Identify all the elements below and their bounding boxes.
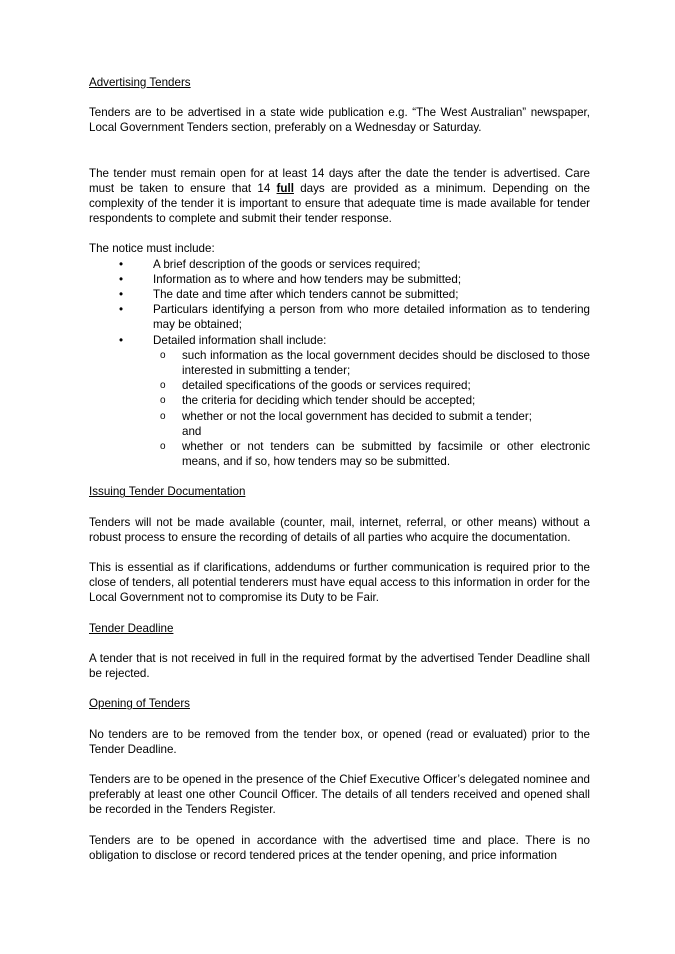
bullet-icon: • — [119, 303, 124, 317]
notice-intro: The notice must include: — [89, 242, 215, 256]
bullet-text: A brief description of the goods or services required; — [153, 257, 421, 271]
list-item — [89, 333, 590, 470]
sub-list-item — [153, 409, 590, 439]
paragraph-2-part-a: The tender must remain open for at least 14 days after the date the tender is advertised. Care must be taken to ensure that 14 — [89, 166, 590, 195]
sub-bullet-text: detailed specifications of the goods or services required; — [182, 379, 471, 393]
sub-list-item — [153, 439, 590, 469]
bullet-icon: • — [119, 288, 124, 302]
bullet-icon: • — [119, 257, 124, 271]
issuing-documentation-heading: Issuing Tender Documentation — [89, 485, 246, 499]
advertising-tenders-heading: Advertising Tenders — [89, 76, 191, 89]
sub-bullet-text: the criteria for deciding which tender should be accepted; — [182, 394, 476, 408]
bullet-icon: • — [119, 272, 124, 286]
sub-list-item — [153, 348, 590, 378]
full-emphasis: full — [276, 181, 294, 195]
bullet-text: Particulars identifying a person from who more detailed information as to tendering may be obtained; — [153, 303, 590, 332]
sub-bullet-continuation: and — [182, 424, 202, 438]
opening-tenders-heading: Opening of Tenders — [89, 697, 190, 711]
deadline-paragraph-1: A tender that is not received in full in the required format by the advertised Tender Deadline shall be rejected. — [89, 651, 590, 681]
sub-list-item — [153, 378, 590, 393]
opening-paragraph-1: No tenders are to be removed from the tender box, or opened (read or evaluated) prior to the Tender Deadline. — [89, 727, 590, 756]
list-item — [89, 272, 590, 287]
sub-bullet-text: whether or not tenders can be submitted by facsimile or other electronic means, and if so, how tenders may so be submitted. — [182, 440, 590, 469]
list-item — [89, 287, 590, 302]
bullet-text: Information as to where and how tenders may be submitted; — [153, 272, 462, 286]
opening-paragraph-3: Tenders are to be opened in accordance with the advertised time and place. There is no obligation to disclose or record tendered prices at the tender opening, and price information — [89, 833, 590, 862]
issuing-paragraph-1: Tenders will not be made available (counter, mail, internet, referral, or other means) without a robust process to ensure the recording of details of all parties who acquire the documentation. — [89, 515, 590, 544]
document-page — [89, 75, 590, 863]
bullet-icon: • — [119, 333, 124, 347]
paragraph-2-part-b: days are provided as a minimum. Depending on the complexity of the tender it is important to ensure that adequate time is made available for tender respondents to complete and submit their tender response. — [89, 181, 591, 226]
advertising-paragraph-2 — [89, 166, 590, 227]
circle-bullet-icon: o — [160, 441, 166, 453]
circle-bullet-icon: o — [160, 380, 166, 392]
advertising-paragraph-1: Tenders are to be advertised in a state wide publication e.g. “The West Australian” newspaper, Local Government Tenders section, preferably on a Wednesday or Saturday. — [89, 106, 590, 135]
list-item — [89, 302, 590, 332]
notice-bullet-list — [89, 257, 590, 470]
issuing-paragraph-2: This is essential as if clarifications, addendums or further communication is required prior to the close of tenders, all potential tenderers must have equal access to this information in order for the Local Government not to compromise its Duty to be Fair. — [89, 561, 590, 605]
sub-bullet-text: whether or not the local government has decided to submit a tender; — [182, 409, 532, 423]
circle-bullet-icon: o — [160, 395, 166, 407]
circle-bullet-icon: o — [160, 349, 166, 361]
opening-paragraph-2: Tenders are to be opened in the presence of the Chief Executive Officer’s delegated nominee and preferably at least one other Council Officer. The details of all tenders received and opened shall be recorded in the Tenders Register. — [89, 772, 590, 817]
list-item — [89, 257, 590, 272]
bullet-text: The date and time after which tenders cannot be submitted; — [153, 288, 459, 302]
tender-deadline-heading: Tender Deadline — [89, 621, 174, 635]
circle-bullet-icon: o — [160, 410, 166, 422]
bullet-text: Detailed information shall include: — [153, 333, 327, 347]
sub-bullet-text: such information as the local government decides should be disclosed to those interested in submitting a tender; — [182, 348, 590, 378]
detail-sub-list — [153, 348, 590, 470]
sub-list-item — [153, 393, 590, 408]
